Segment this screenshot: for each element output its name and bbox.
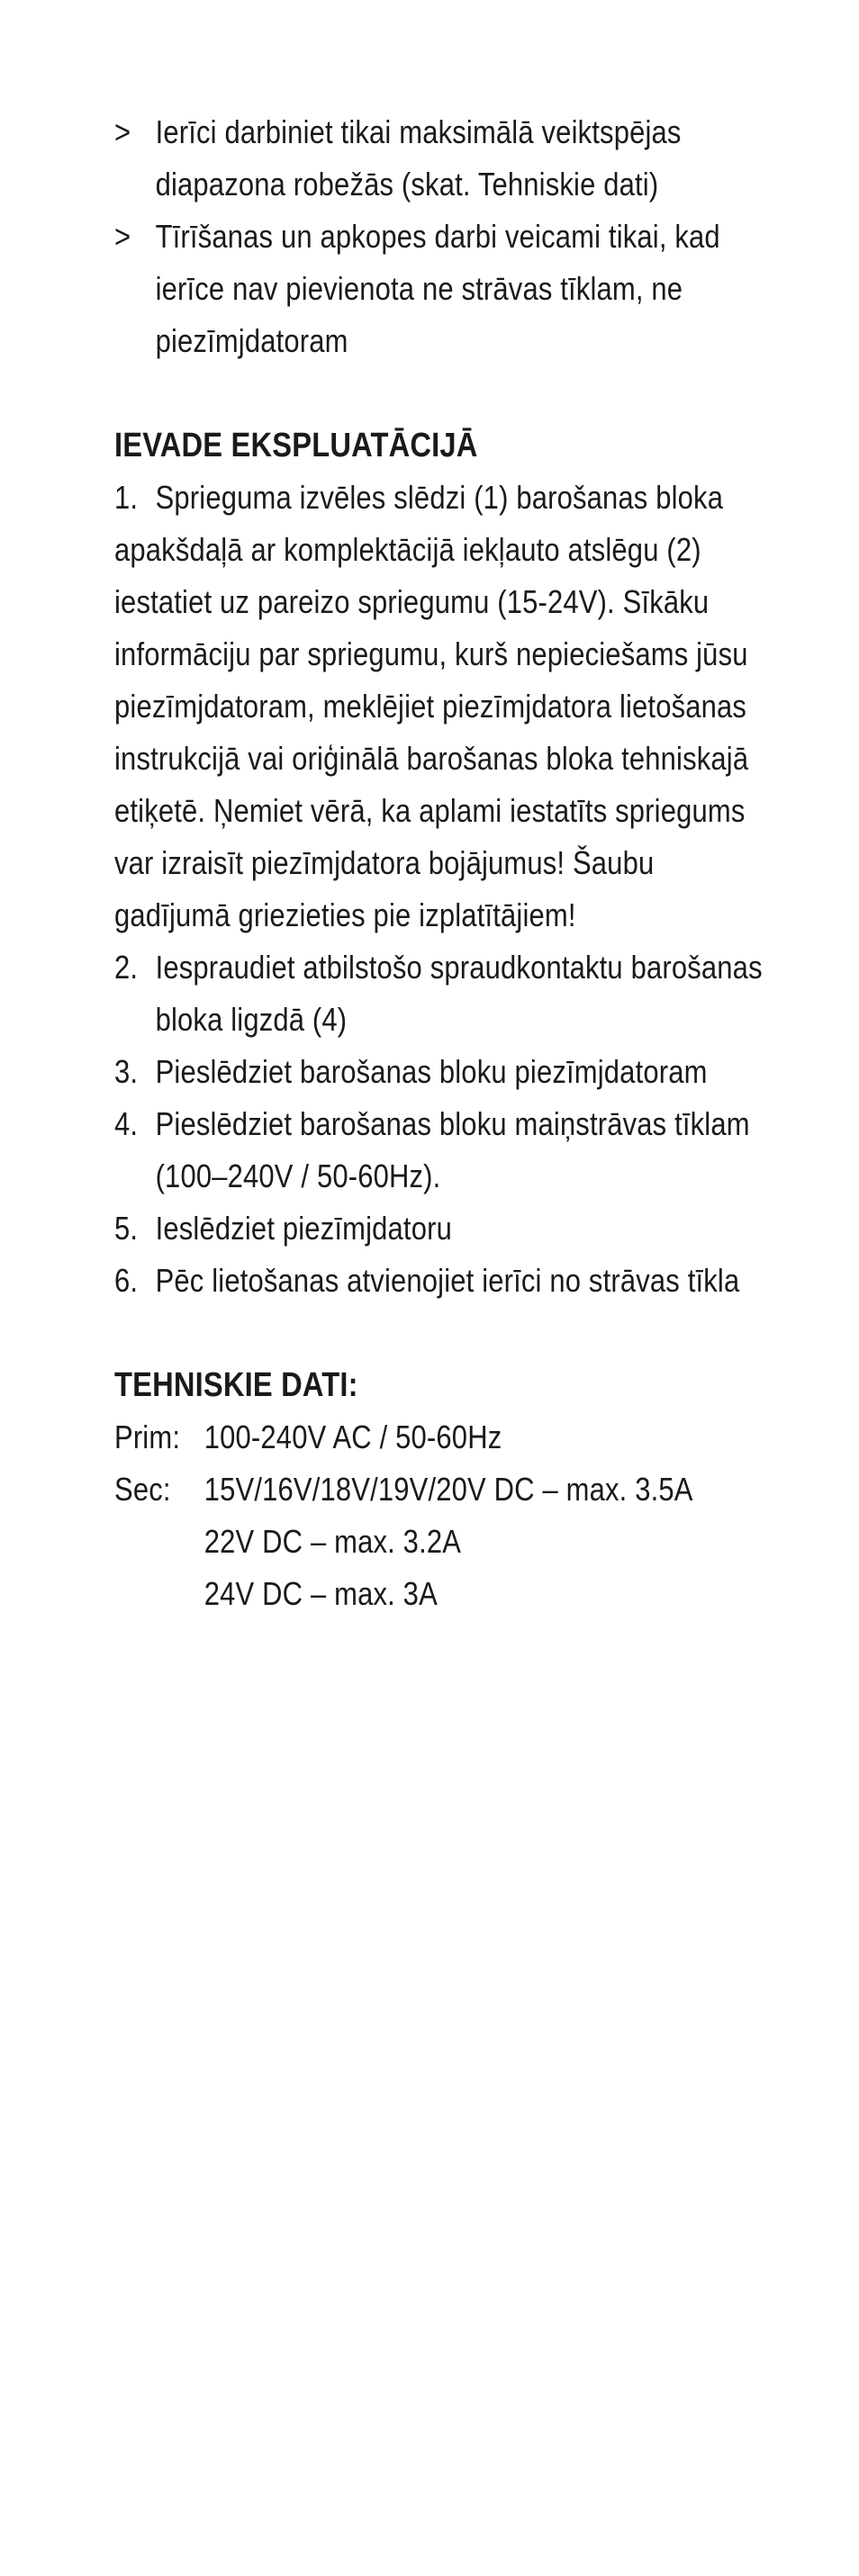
step-text: Pieslēdziet barošanas bloku maiņstrāvas tīklam (100–240V / 50-60Hz). bbox=[155, 1105, 750, 1194]
bullet-marker: > bbox=[114, 113, 131, 150]
section-gap bbox=[114, 367, 763, 419]
operation-heading: IEVADE EKSPLUATĀCIJĀ bbox=[114, 427, 478, 464]
step-text: Sprieguma izvēles slēdzi (1) barošanas bloka apakšdaļā ar komplektācijā iekļauto atslēgu (2) iestatiet uz pareizo spriegumu (15-24V). Sīkāku informāciju par spriegumu, kurš nepieciešams jūsu piezīmjdatoram, meklējiet piezīmjdatora lietošanas instrukcijā vai oriģinālā barošanas bloka tehniskajā etiķetē. Ņemiet vērā, ka aplami iestatīts spriegums var izraisīt piezīmjdatora bojājumus! Šaubu gadījumā griezieties pie izplatītājiem! bbox=[114, 479, 749, 933]
step-number: 4. bbox=[114, 1105, 139, 1142]
warning-text: Tīrīšanas un apkopes darbi veicami tikai, kad ierīce nav pievienota ne strāvas tīklam, ne piezīmjdatoram bbox=[155, 218, 720, 359]
operation-step bbox=[114, 1098, 763, 1202]
document-page bbox=[114, 106, 763, 1620]
operation-step-1 bbox=[114, 472, 763, 941]
step-number: 5. bbox=[114, 1210, 139, 1247]
warning-text: Ierīci darbiniet tikai maksimālā veiktspējas diapazona robežās (skat. Tehniskie dati) bbox=[155, 113, 682, 203]
spec-value: 24V DC – max. 3A bbox=[203, 1575, 438, 1612]
spec-value: 15V/16V/18V/19V/20V DC – max. 3.5A bbox=[203, 1471, 693, 1508]
warning-item bbox=[114, 211, 763, 367]
step-text: Ieslēdziet piezīmjdatoru bbox=[155, 1210, 452, 1247]
operation-step bbox=[114, 1046, 763, 1098]
step-number: 1. bbox=[114, 479, 139, 516]
spec-prim-row bbox=[114, 1411, 763, 1464]
step-text: Pieslēdziet barošanas bloku piezīmjdatoram bbox=[155, 1053, 708, 1090]
spec-sec-label: Sec: bbox=[114, 1471, 171, 1508]
document-text bbox=[114, 106, 763, 1620]
operation-step bbox=[114, 941, 763, 1046]
operation-step bbox=[114, 1202, 763, 1255]
step-text: Pēc lietošanas atvienojiet ierīci no strāvas tīkla bbox=[155, 1262, 740, 1299]
step-number: 2. bbox=[114, 949, 139, 986]
section-gap bbox=[114, 1307, 763, 1359]
warnings-list bbox=[114, 106, 763, 367]
spec-sec-values bbox=[204, 1464, 763, 1620]
spec-prim-label: Prim: bbox=[114, 1419, 181, 1455]
spec-sec-row bbox=[114, 1464, 763, 1620]
spec-value: 22V DC – max. 3.2A bbox=[203, 1523, 462, 1560]
operation-steps-list bbox=[114, 941, 763, 1307]
specs-heading: TEHNISKIE DATI: bbox=[114, 1366, 358, 1404]
step-number: 6. bbox=[114, 1262, 139, 1299]
step-text: Iespraudiet atbilstošo spraudkontaktu barošanas bloka ligzdā (4) bbox=[155, 949, 763, 1038]
spec-value: 100-240V AC / 50-60Hz bbox=[203, 1419, 502, 1455]
operation-step bbox=[114, 1255, 763, 1307]
spec-prim-values bbox=[204, 1411, 763, 1464]
bullet-marker: > bbox=[114, 218, 131, 255]
warning-item bbox=[114, 106, 763, 211]
step-number: 3. bbox=[114, 1053, 139, 1090]
